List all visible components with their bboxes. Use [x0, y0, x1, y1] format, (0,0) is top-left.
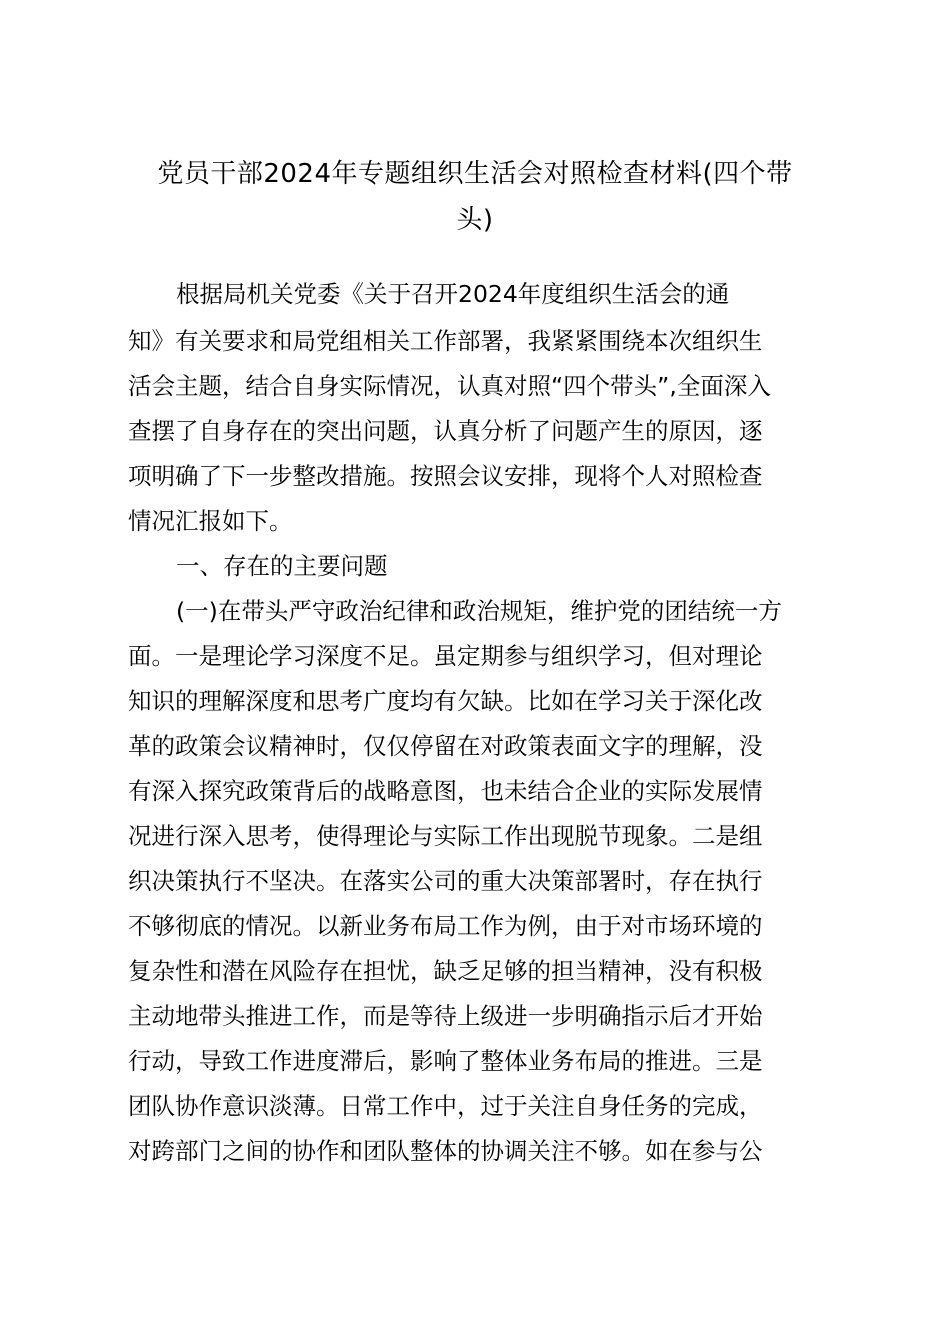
- document-title-line-2: 头): [456, 205, 494, 235]
- paragraph-line: 主动地带头推进工作，而是等待上级进一步明确指示后才开始: [128, 1002, 763, 1030]
- paragraph-line: 知识的理解深度和思考广度均有欠缺。比如在学习关于深化改: [128, 687, 763, 715]
- paragraph-line: 行动，导致工作进度滞后，影响了整体业务布局的推进。三是: [128, 1047, 763, 1075]
- paragraph-line: 面。一是理论学习深度不足。虽定期参与组织学习，但对理论: [128, 642, 763, 670]
- paragraph-line: (一)在带头严守政治纪律和政治规矩，维护党的团结统一方: [176, 597, 782, 625]
- paragraph-line: 知》有关要求和局党组相关工作部署，我紧紧围绕本次组织生: [128, 327, 763, 355]
- paragraph-line: 团队协作意识淡薄。日常工作中，过于关注自身任务的完成，: [128, 1092, 763, 1120]
- paragraph-line: 有深入探究政策背后的战略意图，也未结合企业的实际发展情: [128, 777, 763, 805]
- paragraph-line: 对跨部门之间的协作和团队整体的协调关注不够。如在参与公: [128, 1137, 763, 1165]
- paragraph-line: 况进行深入思考，使得理论与实际工作出现脱节现象。二是组: [128, 822, 763, 850]
- paragraph-line: 项明确了下一步整改措施。按照会议安排，现将个人对照检查: [128, 462, 763, 490]
- document-title-line-1: 党员干部2024年专题组织生活会对照检查材料(四个带: [157, 159, 793, 189]
- section-heading: 一、存在的主要问题: [176, 552, 388, 580]
- paragraph-line: 不够彻底的情况。以新业务布局工作为例，由于对市场环境的: [128, 912, 763, 940]
- paragraph-line: 复杂性和潜在风险存在担忧，缺乏足够的担当精神，没有积极: [128, 957, 763, 985]
- paragraph-line: 查摆了自身存在的突出问题，认真分析了问题产生的原因，逐: [128, 417, 763, 445]
- paragraph-line: 革的政策会议精神时，仅仅停留在对政策表面文字的理解，没: [128, 732, 763, 760]
- paragraph-line: 活会主题，结合自身实际情况，认真对照“四个带头”,全面深入: [128, 372, 771, 400]
- paragraph-line: 根据局机关党委《关于召开2024年度组织生活会的通: [176, 280, 730, 308]
- paragraph-line: 情况汇报如下。: [128, 507, 293, 535]
- paragraph-line: 织决策执行不坚决。在落实公司的重大决策部署时，存在执行: [128, 867, 763, 895]
